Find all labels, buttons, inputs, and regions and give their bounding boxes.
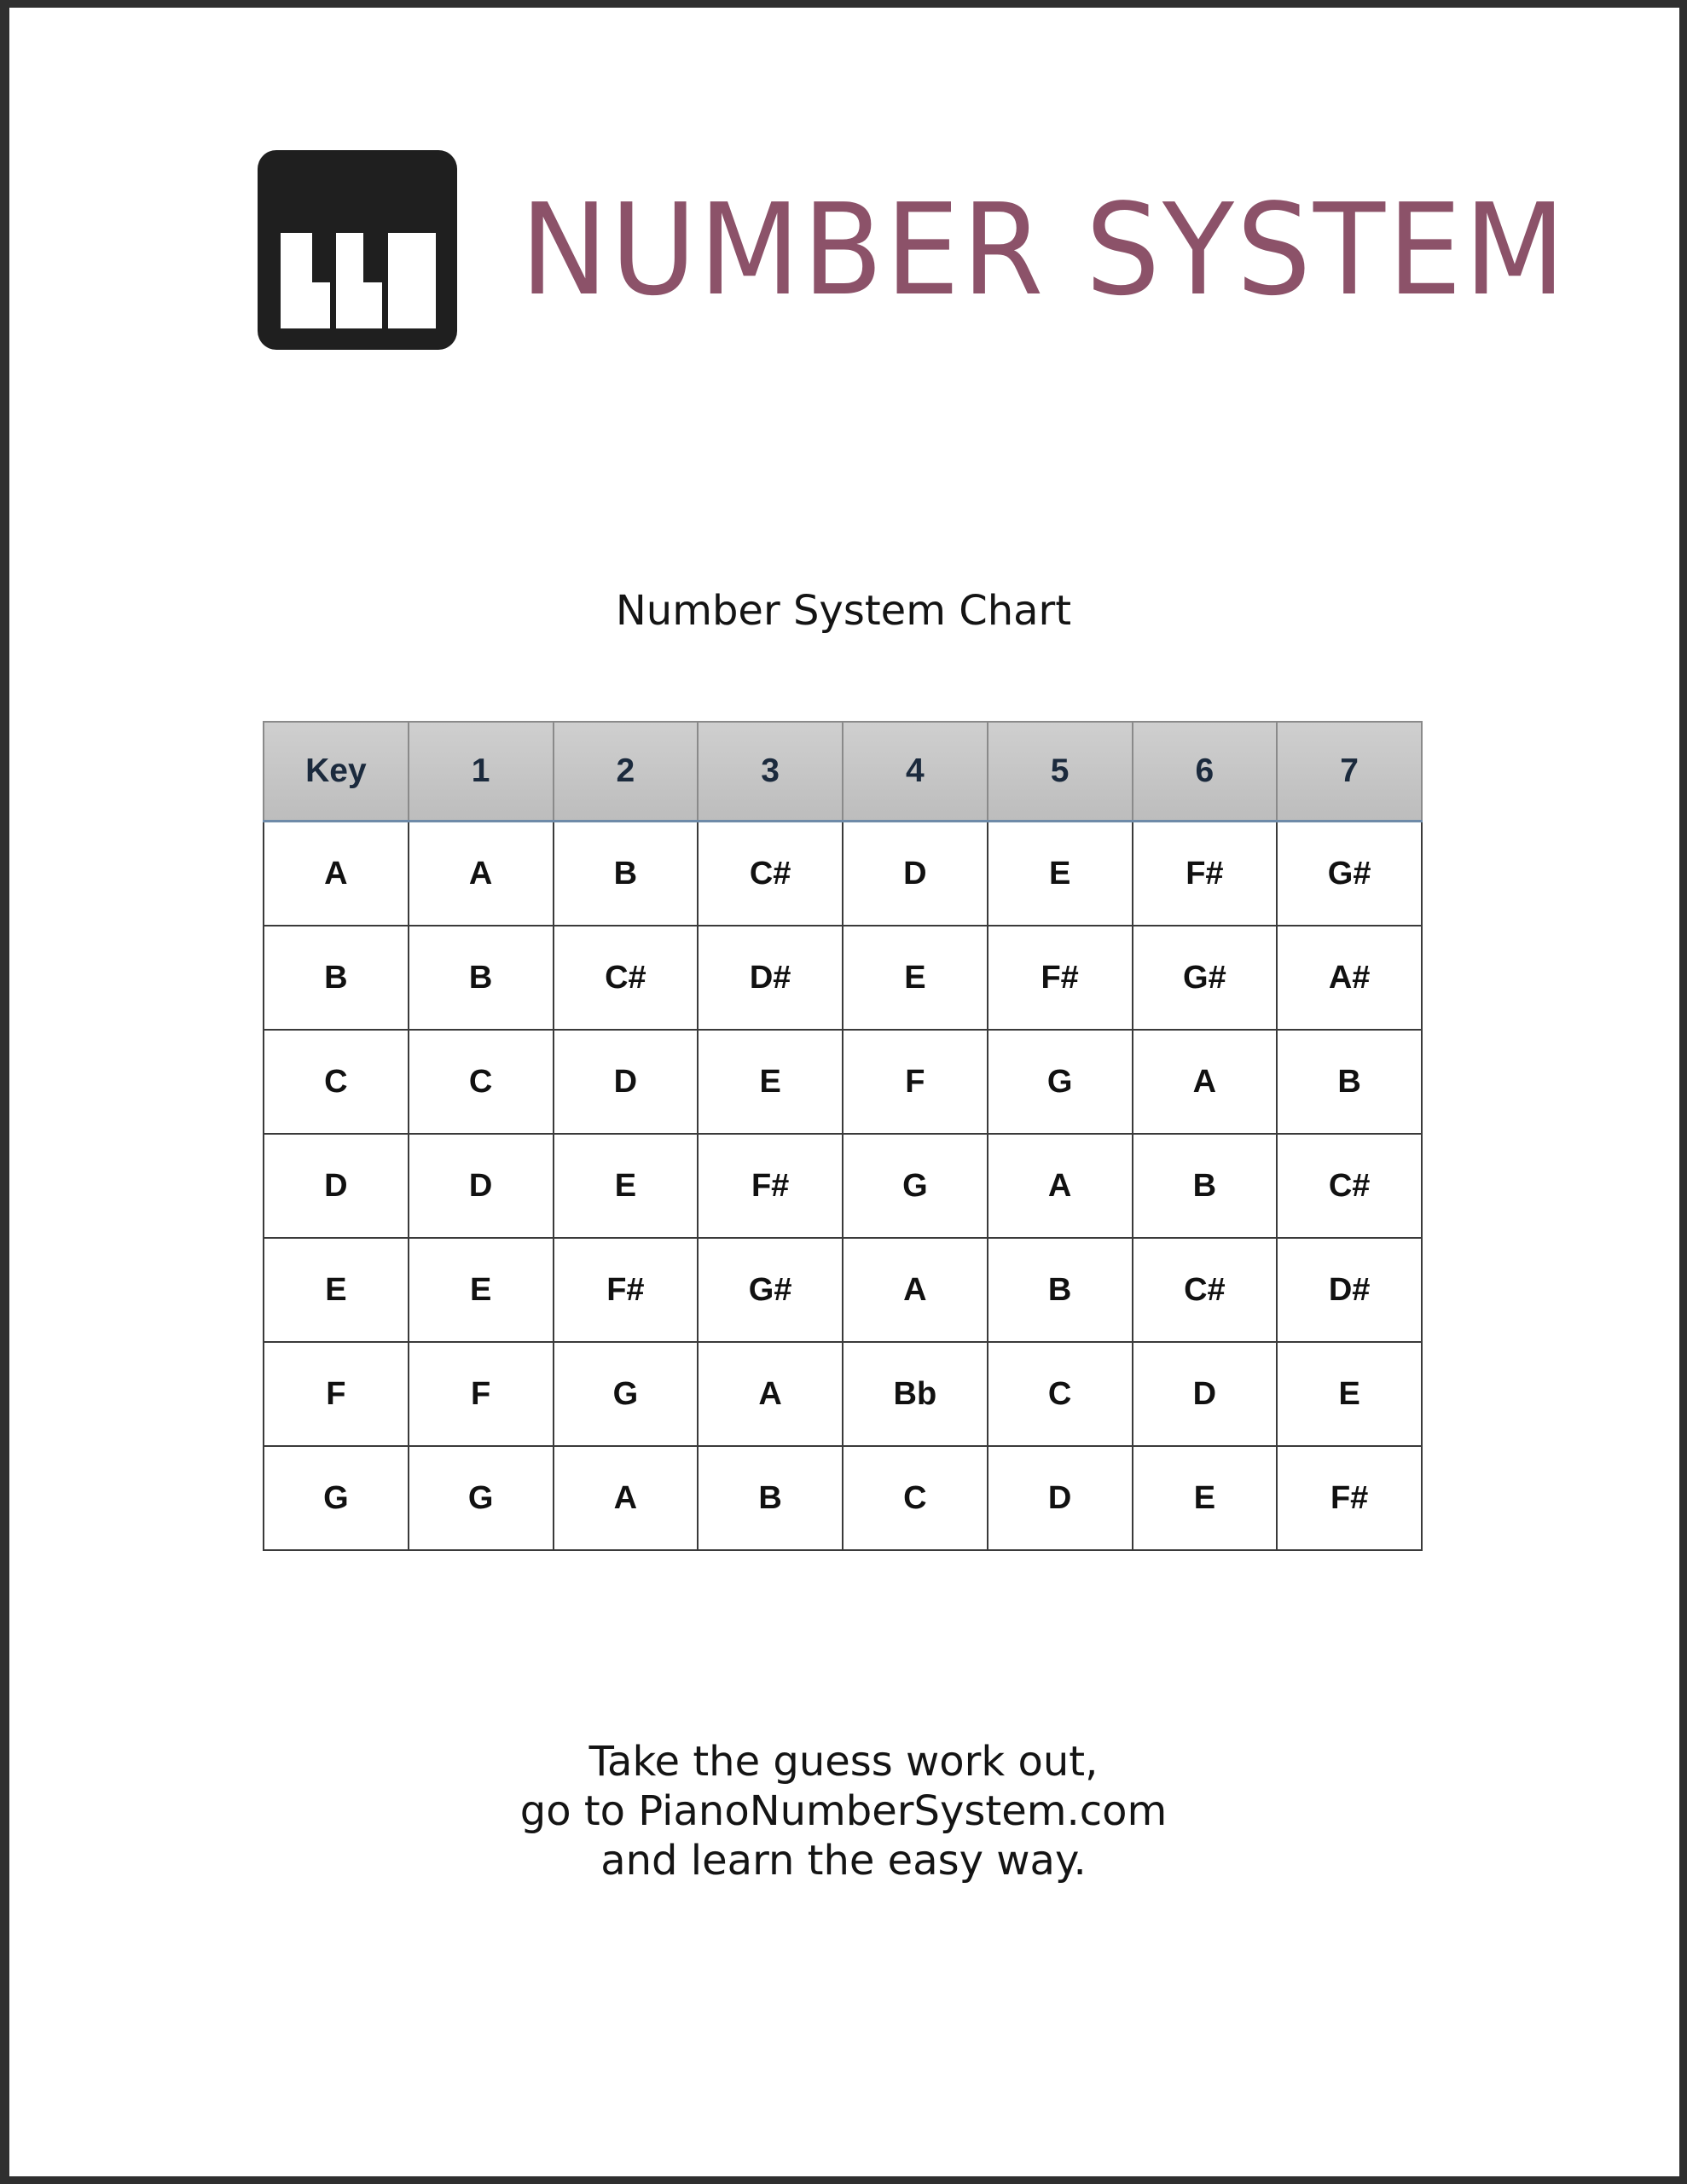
table-row: [264, 1446, 1422, 1550]
table-cell: E: [1277, 1342, 1422, 1446]
table-cell: F: [843, 1030, 988, 1134]
table-cell: D: [554, 1030, 699, 1134]
table-cell: E: [409, 1238, 554, 1342]
table-cell: G: [554, 1342, 699, 1446]
table-cell: B: [1277, 1030, 1422, 1134]
table-cell: G: [843, 1134, 988, 1238]
footer-line: go to PianoNumberSystem.com: [519, 1787, 1168, 1835]
footer-line: Take the guess work out,: [588, 1738, 1099, 1786]
table-row: [264, 1134, 1422, 1238]
footer-line: and learn the easy way.: [600, 1837, 1087, 1885]
table-cell: F#: [1277, 1446, 1422, 1550]
key-cell: A: [264, 822, 409, 926]
table-cell: C: [409, 1030, 554, 1134]
table-cell: D#: [698, 926, 843, 1030]
column-header: 5: [988, 722, 1133, 822]
table-cell: A: [698, 1342, 843, 1446]
number-system-table: [263, 721, 1423, 1551]
table-cell: D: [843, 822, 988, 926]
piano-keys-icon: [258, 150, 457, 350]
column-header: 4: [843, 722, 988, 822]
key-cell: E: [264, 1238, 409, 1342]
table-cell: A#: [1277, 926, 1422, 1030]
table-cell: E: [698, 1030, 843, 1134]
table-header-row: [264, 722, 1422, 822]
table-cell: E: [988, 822, 1133, 926]
table-cell: C#: [1277, 1134, 1422, 1238]
table-row: [264, 822, 1422, 926]
table-row: [264, 1238, 1422, 1342]
table-cell: C#: [1133, 1238, 1278, 1342]
table-cell: A: [988, 1134, 1133, 1238]
key-cell: C: [264, 1030, 409, 1134]
table-cell: A: [843, 1238, 988, 1342]
table-cell: A: [409, 822, 554, 926]
table-cell: G#: [698, 1238, 843, 1342]
column-header: 2: [554, 722, 699, 822]
table-cell: F#: [988, 926, 1133, 1030]
table-cell: C#: [554, 926, 699, 1030]
column-header: 3: [698, 722, 843, 822]
key-cell: G: [264, 1446, 409, 1550]
table-cell: B: [409, 926, 554, 1030]
table-cell: F#: [698, 1134, 843, 1238]
table-cell: F#: [554, 1238, 699, 1342]
table-cell: C#: [698, 822, 843, 926]
column-header: 1: [409, 722, 554, 822]
brand-title: NUMBER SYSTEM: [520, 177, 1568, 323]
table-cell: G: [409, 1446, 554, 1550]
table-cell: F: [409, 1342, 554, 1446]
table-cell: D#: [1277, 1238, 1422, 1342]
table-cell: C: [988, 1342, 1133, 1446]
table-cell: Bb: [843, 1342, 988, 1446]
footer-message: [0, 1737, 1687, 1885]
table-row: [264, 1342, 1422, 1446]
table-row: [264, 926, 1422, 1030]
key-cell: B: [264, 926, 409, 1030]
table-cell: F#: [1133, 822, 1278, 926]
column-header: 7: [1277, 722, 1422, 822]
table-cell: D: [988, 1446, 1133, 1550]
table-cell: E: [554, 1134, 699, 1238]
key-cell: F: [264, 1342, 409, 1446]
table-cell: B: [1133, 1134, 1278, 1238]
column-header: Key: [264, 722, 409, 822]
table-cell: E: [1133, 1446, 1278, 1550]
table-cell: E: [843, 926, 988, 1030]
table-cell: B: [554, 822, 699, 926]
table-cell: G#: [1277, 822, 1422, 926]
header: [258, 150, 1647, 350]
chart-title: Number System Chart: [615, 587, 1072, 635]
column-header: 6: [1133, 722, 1278, 822]
table-cell: B: [988, 1238, 1133, 1342]
table-cell: G#: [1133, 926, 1278, 1030]
table-cell: G: [988, 1030, 1133, 1134]
table-cell: A: [554, 1446, 699, 1550]
table-cell: C: [843, 1446, 988, 1550]
table-row: [264, 1030, 1422, 1134]
table-cell: D: [1133, 1342, 1278, 1446]
table-cell: A: [1133, 1030, 1278, 1134]
table-cell: D: [409, 1134, 554, 1238]
table-cell: B: [698, 1446, 843, 1550]
key-cell: D: [264, 1134, 409, 1238]
